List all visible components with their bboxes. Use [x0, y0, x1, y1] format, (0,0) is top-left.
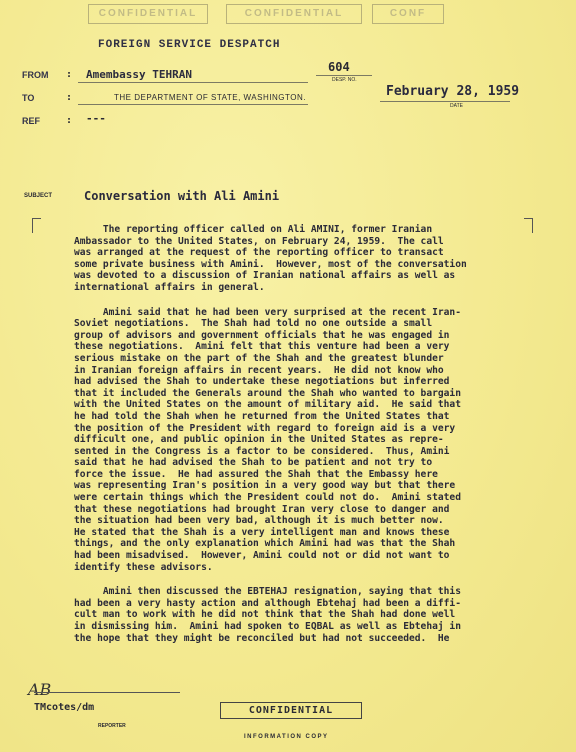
body-line: cult man to work with he did not think that the Shah had done well [74, 609, 456, 621]
body-paragraph [74, 586, 550, 644]
body-line: he had told the Shah when he returned from the United States that [74, 410, 450, 422]
document-title: FOREIGN SERVICE DESPATCH [98, 39, 281, 51]
information-copy-label: INFORMATION COPY [244, 734, 329, 740]
body-line: Soviet negotiations. The Shah had told no one outside a small [74, 318, 433, 330]
body-line: that these negotiations had brought Iran very close to danger and [74, 503, 450, 515]
drafter-label: REPORTER [98, 723, 126, 729]
classification-box: CONFIDENTIAL [220, 702, 362, 719]
body-line: was representing Iran's position in a very good way but that there [74, 480, 456, 492]
body-line: The reporting officer called on Ali AMINI, former Iranian [74, 224, 433, 235]
classification-stamp-top-mid: CONF [372, 4, 444, 24]
despatch-body [74, 224, 550, 657]
body-line: some private business with Amini. However, most of the conversation [74, 258, 467, 270]
to-colon: : [66, 92, 73, 103]
body-paragraph [74, 307, 550, 574]
date-underline [380, 101, 510, 102]
despatch-number: 604 [328, 60, 350, 74]
from-value: Amembassy TEHRAN [86, 68, 192, 81]
ref-colon: : [66, 115, 73, 126]
body-line: difficult one, and public opinion in the United States as repre- [74, 434, 444, 446]
body-line: in dismissing him. Amini had spoken to EQBAL as well as Ebtehaj in [74, 621, 461, 632]
body-paragraph [74, 224, 550, 294]
body-line: things, and the only explanation which Amini had was that the Shah [74, 538, 456, 550]
body-line: was arranged at the request of the reporting officer to transact [74, 247, 444, 259]
body-line: Amini said that he had been very surprised at the recent Iran- [74, 306, 461, 318]
body-line: He stated that the Shah is a very intelligent man and knows these [74, 526, 450, 538]
body-line: the position of the President with regard to foreign aid is a very [74, 422, 456, 434]
body-line: were certain things which the President could not do. Amini stated [74, 492, 461, 504]
from-label: FROM [22, 70, 49, 80]
from-colon: : [66, 69, 73, 80]
from-underline [78, 82, 308, 83]
to-underline [78, 104, 308, 105]
despatch-number-label: DESP. NO. [332, 77, 357, 83]
drafter-initials: TMcotes/dm [34, 702, 95, 713]
body-line: the situation had been very bad, although it is much better now. [74, 515, 444, 527]
body-line: international affairs in general. [74, 281, 265, 293]
classification-stamp-top-left: CONFIDENTIAL [88, 4, 208, 24]
ref-value: --- [86, 112, 106, 125]
ref-label: REF [22, 116, 40, 126]
body-line: Ambassador to the United States, on February 24, 1959. The call [74, 235, 444, 247]
body-line: sented in the Congress is a factor to be considered. Thus, Amini [74, 445, 450, 457]
subject-label: SUBJECT [24, 193, 53, 199]
body-line: had advised the Shah to undertake these negotiations but inferred [74, 376, 450, 388]
handwritten-initials: AB [28, 680, 52, 699]
body-line: identify these advisors. [74, 561, 213, 573]
drafter-underline [34, 692, 180, 693]
to-label: TO [22, 93, 35, 103]
body-line: Amini then discussed the EBTEHAJ resignation, saying that this [74, 586, 461, 598]
body-line: these negotiations. Amini felt that this venture had been a very [74, 341, 450, 353]
body-line: with the United States on the amount of military aid. He said that [74, 399, 461, 411]
body-line: had been a very hasty action and although Ebtehaj had been a diffi- [74, 597, 461, 609]
body-line: group of advisors and government officials that he was engaged in [74, 329, 450, 341]
date-label: DATE [450, 103, 463, 109]
body-line: that it included the Generals around the Shah who wanted to bargain [74, 387, 461, 399]
to-value: THE DEPARTMENT OF STATE, WASHINGTON. [114, 93, 306, 102]
despatch-number-underline [316, 75, 372, 76]
body-line: had been misadvised. However, Amini could not or did not want to [74, 550, 450, 562]
despatch-date: February 28, 1959 [386, 84, 520, 99]
body-line: serious mistake on the part of the Shah and the greatest blunder [74, 352, 444, 364]
body-line: said that he had advised the Shah to be patient and not try to [74, 457, 433, 469]
subject-value: Conversation with Ali Amini [84, 189, 280, 203]
body-bracket-left [32, 218, 41, 233]
body-line: was devoted to a discussion of Iranian national affairs as well as [74, 270, 456, 282]
body-line: force the issue. He had assured the Shah that the Embassy here [74, 468, 438, 480]
body-line: in Iranian foreign affairs in recent years. He did not know who [74, 364, 444, 376]
classification-stamp-top-right: CONFIDENTIAL [226, 4, 362, 24]
body-line: the hope that they might be reconciled but had not succeeded. He [74, 632, 450, 644]
